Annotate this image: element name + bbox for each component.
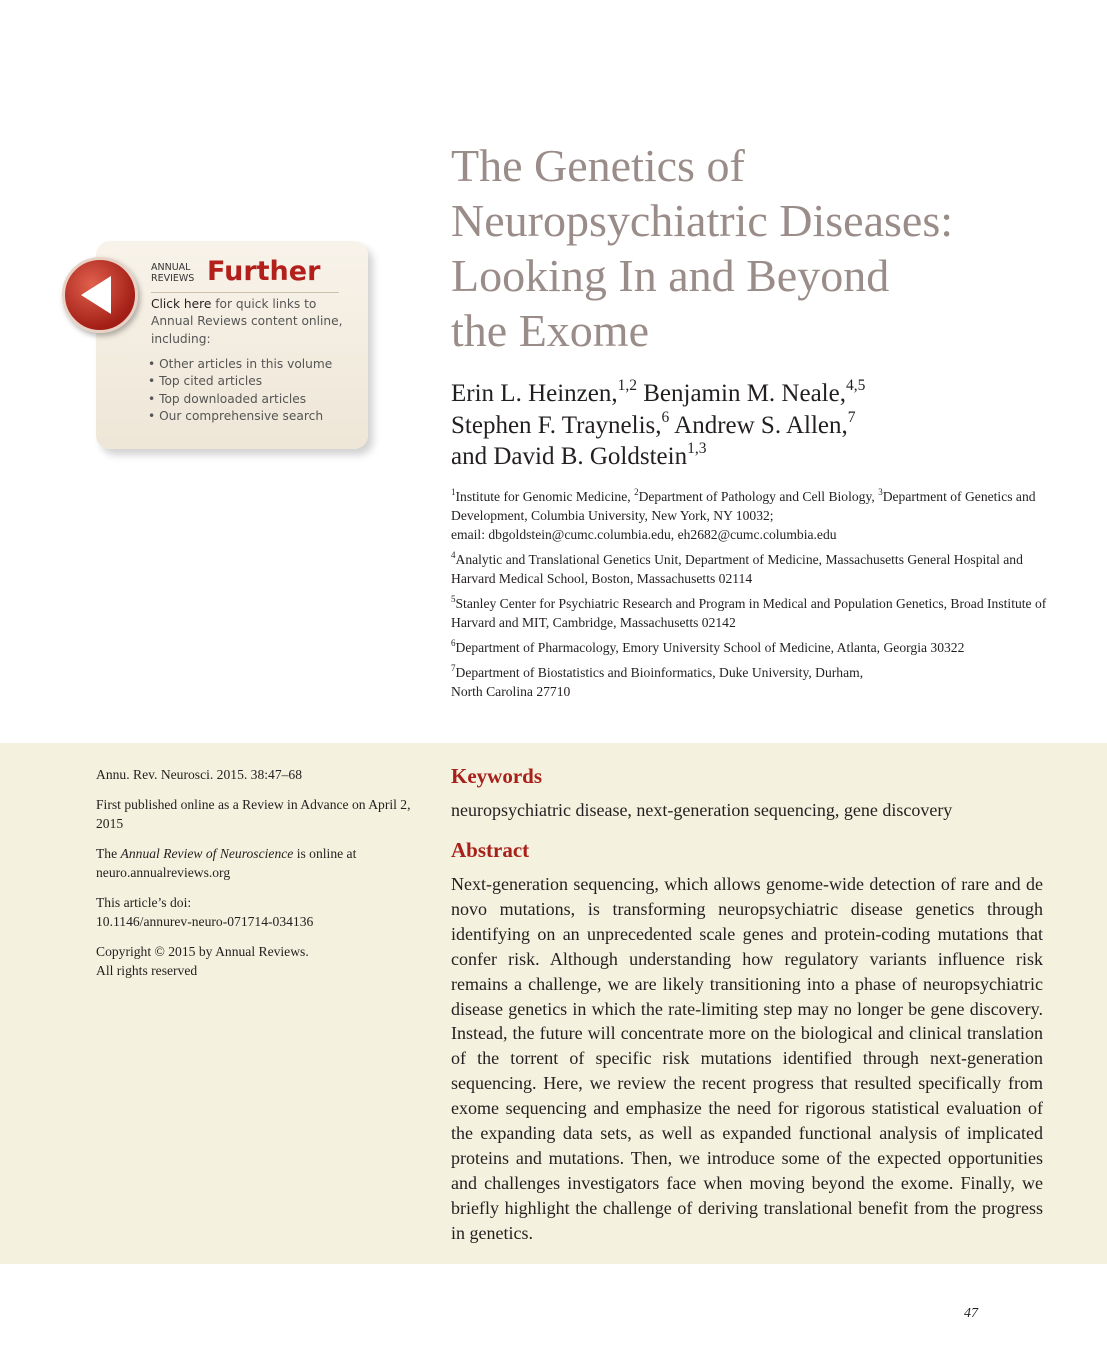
- keywords-heading: Keywords: [451, 764, 542, 788]
- affil-email: email: dbgoldstein@cumc.columbia.edu, eh2682@cumc.columbia.edu: [451, 527, 837, 542]
- title-line: the Exome: [451, 305, 649, 356]
- affil-sup: 7: [451, 662, 456, 673]
- further-box[interactable]: [96, 241, 368, 449]
- further-link-item[interactable]: • Other articles in this volume: [148, 356, 332, 373]
- title-line: Looking In and Beyond: [451, 250, 890, 301]
- affil-sup: 4: [451, 549, 456, 560]
- affiliation: [451, 663, 1051, 701]
- author-name: Erin L. Heinzen,: [451, 380, 618, 407]
- abstract-text: Next-generation sequencing, which allows genome-wide detection of rare and de novo mutations, is transforming neuropsychiatric disease genetics through identifying on an unprecedented scale genes and protein-coding mutations that confer risk. Although understanding how regulatory variants influence risk remains a challenge, we are likely transitioning into a phase of neuropsychiatric disease genetics in which the rate-limiting step may no longer be gene discovery. Instead, the future will concentrate more on the biological and clinical translation of the torrent of specific risk mutations identified through next-generation sequencing. Here, we review the recent progress that resulted specifically from exome sequencing and emphasize the need for rigorous statistical evaluation of the expanding data sets, as well as expanded functional analysis of implicated proteins and mutations. Then, we introduce some of the expected opportunities and challenges investigators face when moving beyond the exome. Finally, we briefly highlight the challenge of deriving translational benefit from the progress in genetics.: [451, 874, 1043, 1243]
- affil-sup: 1: [451, 486, 456, 497]
- affiliation: [451, 487, 1051, 544]
- further-desc-text: for quick links to Annual Reviews content online, including:: [151, 297, 343, 346]
- affil-sup: 2: [634, 486, 639, 497]
- further-link-item[interactable]: • Top downloaded articles: [148, 391, 332, 408]
- further-link-item[interactable]: • Top cited articles: [148, 373, 332, 390]
- annual-reviews-logo: [151, 262, 194, 284]
- affil-text: Department of Genetics and Development, Columbia University, New York, NY 10032;: [451, 489, 1036, 523]
- affiliations: [451, 487, 1051, 707]
- affil-text: Department of Pathology and Cell Biology,: [638, 489, 879, 504]
- affil-text: Department of Biostatistics and Bioinformatics, Duke University, Durham,: [455, 665, 864, 680]
- affil-text: Analytic and Translational Genetics Unit, Department of Medicine, Massachusetts General Hospital and Harvard Medical School, Boston, Massachusetts 02114: [451, 552, 1023, 586]
- copyright: [96, 942, 416, 980]
- affiliation: [451, 550, 1051, 588]
- online-note: [96, 844, 416, 882]
- author-line: [451, 441, 1051, 473]
- click-here-link[interactable]: Click here: [151, 297, 212, 311]
- online-text: The: [96, 846, 121, 861]
- author-name: Stephen F. Traynelis,: [451, 411, 662, 439]
- further-link-item[interactable]: • Our comprehensive search: [148, 408, 332, 425]
- affiliation: [451, 638, 1051, 657]
- divider: [151, 292, 339, 293]
- affil-text: Institute for Genomic Medicine,: [455, 489, 635, 504]
- author-affil-sup: 1,2: [617, 377, 637, 395]
- rights-text: All rights reserved: [96, 963, 198, 978]
- title-line: Neuropsychiatric Diseases:: [451, 195, 954, 246]
- title-line: The Genetics of: [451, 140, 745, 191]
- author-name: Andrew S. Allen,: [669, 411, 848, 439]
- author-line: [451, 410, 1051, 442]
- doi-link[interactable]: 10.1146/annurev-neuro-071714-034136: [96, 914, 314, 929]
- affil-text: Stanley Center for Psychiatric Research and Program in Medical and Population Genetics, Broad Institute of Harvard and MIT, Cambridge, Massachusetts 02142: [451, 596, 1047, 630]
- affil-sup: 3: [878, 486, 883, 497]
- author-line: [451, 378, 1051, 410]
- article-info-sidebar: [96, 765, 416, 991]
- further-title: Further: [207, 256, 321, 287]
- author-affil-sup: 6: [661, 408, 670, 426]
- affil-sup: 6: [451, 637, 456, 648]
- affiliation: [451, 594, 1051, 632]
- affil-text: Department of Pharmacology, Emory University School of Medicine, Atlanta, Georgia 30322: [455, 640, 965, 655]
- publication-date: First published online as a Review in Advance on April 2, 2015: [96, 797, 411, 831]
- doi-label: This article’s doi:: [96, 895, 192, 910]
- further-links: [148, 356, 332, 426]
- author-affil-sup: 4,5: [845, 377, 866, 395]
- journal-name: Annual Review of Neuroscience: [120, 846, 294, 861]
- author-affil-sup: 7: [847, 408, 856, 426]
- article-title: [451, 138, 1071, 358]
- online-text: is online at neuro.annualreviews.org: [96, 846, 357, 880]
- left-arrow-icon: [65, 260, 135, 330]
- affil-sup: 5: [451, 593, 456, 604]
- further-arrow-button[interactable]: [62, 257, 138, 333]
- affil-text: North Carolina 27710: [451, 684, 571, 699]
- further-description: [151, 296, 351, 348]
- author-affil-sup: 1,3: [687, 440, 707, 458]
- brand-line: REVIEWS: [151, 273, 195, 284]
- brand-line: ANNUAL: [151, 262, 191, 273]
- copyright-text: Copyright © 2015 by Annual Reviews.: [96, 944, 309, 959]
- citation: Annu. Rev. Neurosci. 2015. 38:47–68: [96, 767, 303, 782]
- author-name: Benjamin M. Neale,: [636, 380, 846, 407]
- doi-block: [96, 893, 416, 931]
- abstract-heading: Abstract: [451, 838, 530, 862]
- page-number: 47: [964, 1306, 978, 1321]
- keywords-text: neuropsychiatric disease, next-generation sequencing, gene discovery: [451, 800, 953, 820]
- author-name: and David B. Goldstein: [451, 443, 688, 470]
- author-list: [451, 378, 1051, 473]
